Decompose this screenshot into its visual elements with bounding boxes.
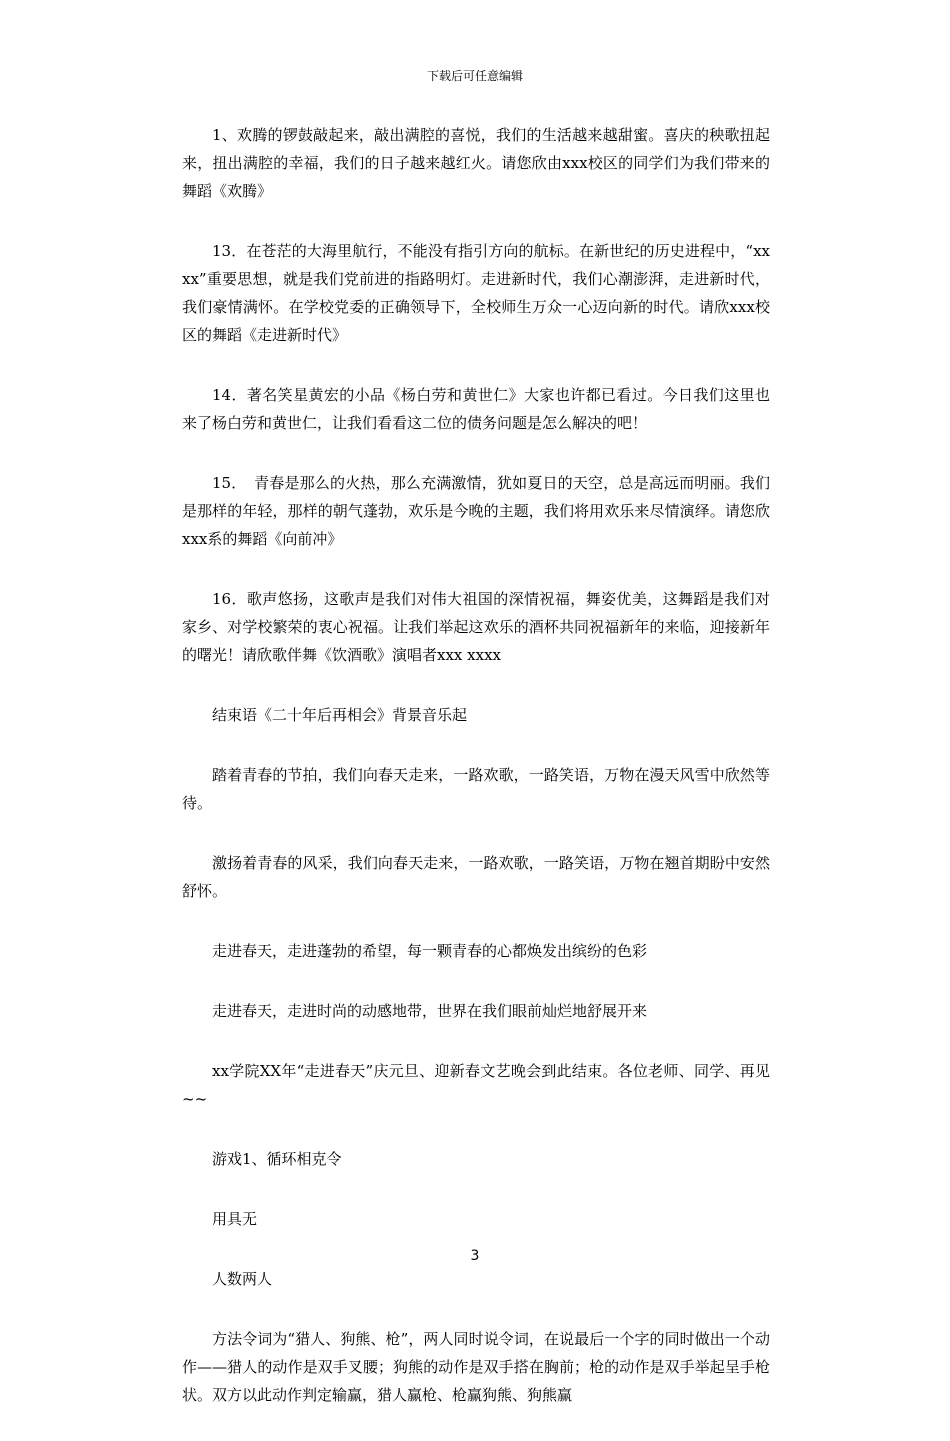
paragraph-15: 15． 青春是那么的火热，那么充满激情，犹如夏日的天空，总是高远而明丽。我们是那样的年轻，那样的朝气蓬勃，欢乐是今晚的主题，我们将用欢乐来尽情演绎。请您欣xxx系的舞蹈《向前冲》 [182,474,770,548]
page-number: 3 [470,1248,480,1264]
game-method: 方法令词为“猎人、狗熊、枪”，两人同时说令词，在说最后一个字的同时做出一个动作——猎人的动作是双手叉腰；狗熊的动作是双手搭在胸前；枪的动作是双手举起呈手枪状。双方以此动作判定输赢，猎人赢枪、枪赢狗熊、狗熊赢 [182,1330,770,1404]
paragraph-13: 13．在苍茫的大海里航行，不能没有指引方向的航标。在新世纪的历史进程中，“xxxx”重要思想，就是我们党前进的指路明灯。走进新时代，我们心潮澎湃，走进新时代，我们豪情满怀。在学校党委的正确领导下，全校师生万众一心迈向新的时代。请欣xxx校区的舞蹈《走进新时代》 [182,242,770,344]
document-body [182,121,770,1441]
game-title: 游戏1、循环相克令 [212,1150,342,1168]
closing-paragraph-1: 踏着青春的节拍，我们向春天走来，一路欢歌，一路笑语，万物在漫天风雪中欣然等待。 [182,766,770,812]
paragraph-16: 16．歌声悠扬，这歌声是我们对伟大祖国的深情祝福，舞姿优美，这舞蹈是我们对家乡、对学校繁荣的衷心祝福。让我们举起这欢乐的酒杯共同祝福新年的来临，迎接新年的曙光！请欣歌伴舞《饮酒歌》演唱者xxx xxxx [182,590,770,664]
closing-farewell: xx学院XX年“走进春天”庆元旦、迎新春文艺晚会到此结束。各位老师、同学、再见~~ [182,1062,770,1108]
page-header: 下载后可任意编辑 [426,69,523,83]
closing-paragraph-2: 激扬着青春的风采，我们向春天走来，一路欢歌，一路笑语，万物在翘首期盼中安然舒怀。 [182,854,770,900]
closing-music-note: 结束语《二十年后再相会》背景音乐起 [212,706,468,724]
game-tools: 用具无 [212,1210,258,1228]
paragraph-1: 1、欢腾的锣鼓敲起来，敲出满腔的喜悦，我们的生活越来越甜蜜。喜庆的秧歌扭起来，扭出满腔的幸福，我们的日子越来越红火。请您欣由xxx校区的同学们为我们带来的舞蹈《欢腾》 [182,126,770,200]
game-players: 人数两人 [212,1270,273,1288]
paragraph-14: 14．著名笑星黄宏的小品《杨白劳和黄世仁》大家也许都已看过。今日我们这里也来了杨白劳和黄世仁，让我们看看这二位的债务问题是怎么解决的吧！ [182,386,770,432]
closing-paragraph-4: 走进春天，走进时尚的动感地带，世界在我们眼前灿烂地舒展开来 [212,1002,648,1020]
closing-paragraph-3: 走进春天，走进蓬勃的希望，每一颗青春的心都焕发出缤纷的色彩 [212,942,648,960]
